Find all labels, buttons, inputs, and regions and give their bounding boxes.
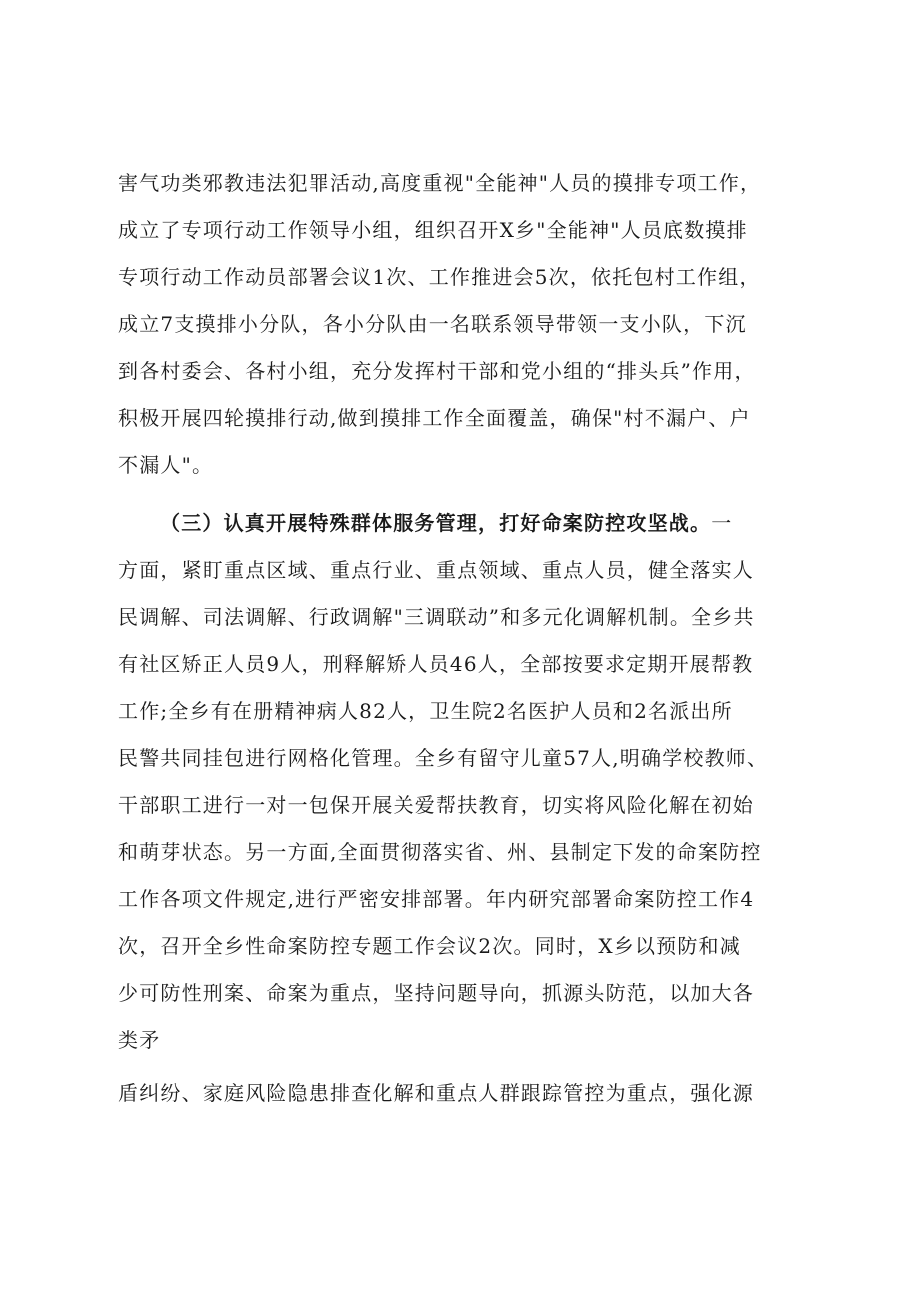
paragraph-line: 到各村委会、各村小组，充分发挥村干部和党小组的“排头兵”作用， — [118, 359, 756, 383]
paragraph-line: 积极开展四轮摸排行动,做到摸排工作全面覆盖，确保"村不漏户、户 — [118, 406, 751, 430]
paragraph-line: 干部职工进行一对一包保开展关爱帮扶教育，切实将风险化解在初始 — [118, 793, 754, 817]
paragraph-line: 一 — [711, 511, 733, 535]
paragraph-line: 民调解、司法调解、行政调解"三调联动”和多元化调解机制。全乡共 — [118, 605, 755, 629]
paragraph-line: 和萌芽状态。另一方面,全面贯彻落实省、州、县制定下发的命案防控 — [118, 840, 762, 864]
paragraph-line: 不漏人"。 — [118, 453, 214, 477]
paragraph-line: 工作;全乡有在册精神病人82人，卫生院2名医护人员和2名派出所 — [118, 699, 733, 723]
paragraph-line: 工作各项文件规定,进行严密安排部署。年内研究部署命案防控工作4 — [118, 887, 755, 911]
paragraph-line: 类矛 — [118, 1028, 161, 1052]
paragraph-line: 有社区矫正人员9人，刑释解矫人员46人，全部按要求定期开展帮教 — [118, 652, 754, 676]
paragraph-line: 成立7支摸排小分队，各小分队由一名联系领导带领一支小队，下沉 — [118, 312, 747, 336]
paragraph-line: 民警共同挂包进行网格化管理。全乡有留守儿童57人,明确学校教师、 — [118, 746, 769, 770]
paragraph-line: 盾纠纷、家庭风险隐患排查化解和重点人群跟踪管控为重点，强化源 — [118, 1081, 754, 1105]
paragraph-line: 害气功类邪教违法犯罪活动,高度重视"全能神"人员的摸排专项工作， — [118, 171, 762, 195]
paragraph-line: 方面，紧盯重点区域、重点行业、重点领域、重点人员，健全落实人 — [118, 558, 754, 582]
section-heading-line — [160, 510, 820, 536]
section-heading: （三）认真开展特殊群体服务管理，打好命案防控攻坚战。 — [160, 511, 712, 535]
paragraph-line: 成立了专项行动工作领导小组，组织召开X乡"全能神"人员底数摸排 — [118, 218, 748, 242]
paragraph-line: 专项行动工作动员部署会议1次、工作推进会5次，依托包村工作组， — [118, 265, 761, 289]
paragraph-line: 少可防性刑案、命案为重点，坚持问题导向，抓源头防范，以加大各 — [118, 981, 754, 1005]
paragraph-line: 次，召开全乡性命案防控专题工作会议2次。同时，X乡以预防和减 — [118, 934, 741, 958]
